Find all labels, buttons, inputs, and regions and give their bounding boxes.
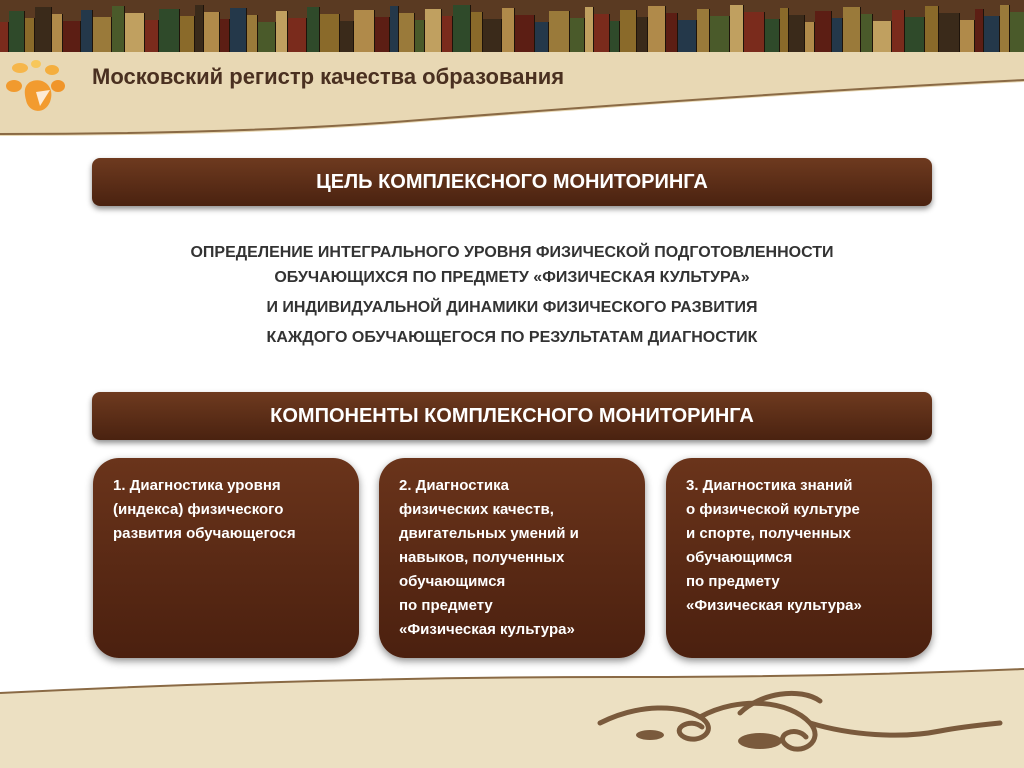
book-spine — [1010, 12, 1024, 52]
book-spine — [320, 14, 340, 52]
card-line: о физической культуре — [686, 501, 860, 518]
book-spine — [180, 16, 195, 52]
book-spine — [620, 10, 637, 52]
paw-logo-icon — [6, 56, 76, 122]
card-line: развития обучающегося — [113, 525, 296, 542]
component-card-3 — [666, 458, 932, 658]
book-spine — [354, 10, 375, 52]
book-spine — [453, 5, 471, 52]
book-spine — [939, 13, 960, 52]
book-spine — [502, 8, 515, 52]
book-spine — [585, 7, 594, 52]
card-line: «Физическая культура» — [399, 621, 575, 638]
book-spine — [873, 21, 892, 52]
book-spine — [390, 6, 399, 52]
goal-line: КАЖДОГО ОБУЧАЮЩЕГОСЯ ПО РЕЗУЛЬТАТАМ ДИАГНОСТИК — [266, 329, 758, 346]
book-spine — [230, 8, 247, 52]
book-spine — [515, 15, 535, 52]
book-spine — [1000, 5, 1010, 52]
book-spine — [925, 6, 939, 52]
book-spine — [730, 5, 744, 52]
card-line: по предмету — [686, 573, 780, 590]
goal-description — [100, 240, 924, 350]
card-line: и спорте, полученных — [686, 525, 851, 542]
book-spine — [288, 18, 307, 52]
book-spine — [780, 8, 789, 52]
goal-line: ОБУЧАЮЩИХСЯ ПО ПРЕДМЕТУ «ФИЗИЧЕСКАЯ КУЛЬТУРА» — [274, 269, 750, 286]
book-spine — [375, 17, 390, 52]
bookshelf-banner — [0, 0, 1024, 52]
book-spine — [9, 11, 25, 52]
card-line: 3. Диагностика знаний — [686, 477, 853, 494]
goal-heading-bar: ЦЕЛЬ КОМПЛЕКСНОГО МОНИТОРИНГА — [92, 158, 932, 206]
goal-line: ОПРЕДЕЛЕНИЕ ИНТЕГРАЛЬНОГО УРОВНЯ ФИЗИЧЕСКОЙ ПОДГОТОВЛЕННОСТИ — [190, 244, 834, 261]
book-spine — [710, 16, 730, 52]
book-spine — [765, 19, 780, 52]
book-spine — [697, 9, 710, 52]
card-line: двигательных умений и — [399, 525, 579, 542]
book-spine — [112, 6, 125, 52]
book-spine — [204, 12, 220, 52]
card-line: «Физическая культура» — [686, 597, 862, 614]
book-spine — [81, 10, 93, 52]
book-spine — [678, 20, 697, 52]
book-spine — [892, 10, 905, 52]
book-spine — [425, 9, 442, 52]
card-line: (индекса) физического — [113, 501, 284, 518]
book-spine — [594, 14, 610, 52]
card-line: физических качеств, — [399, 501, 554, 518]
book-spine — [637, 17, 648, 52]
book-spine — [340, 21, 354, 52]
book-spine — [483, 19, 502, 52]
book-spine — [159, 9, 180, 52]
book-spine — [549, 11, 570, 52]
book-spine — [535, 22, 549, 52]
book-spine — [399, 13, 415, 52]
book-spine — [805, 22, 815, 52]
book-spine — [610, 21, 620, 52]
book-spine — [815, 11, 832, 52]
book-spine — [307, 7, 320, 52]
book-spine — [984, 16, 1000, 52]
book-spine — [258, 22, 276, 52]
card-line: 1. Диагностика уровня — [113, 477, 281, 494]
book-spine — [220, 19, 230, 52]
book-spine — [843, 7, 861, 52]
book-spine — [442, 16, 453, 52]
book-spine — [93, 17, 112, 52]
book-spine — [25, 18, 35, 52]
book-spine — [125, 13, 145, 52]
book-spine — [744, 12, 765, 52]
book-spine — [471, 12, 483, 52]
book-spine — [861, 14, 873, 52]
book-spine — [789, 15, 805, 52]
goal-line: И ИНДИВИДУАЛЬНОЙ ДИНАМИКИ ФИЗИЧЕСКОГО РАЗВИТИЯ — [266, 299, 758, 316]
book-spine — [276, 11, 288, 52]
card-line: по предмету — [399, 597, 493, 614]
book-spine — [0, 22, 9, 52]
book-spine — [570, 18, 585, 52]
footer-ornament — [0, 665, 1024, 768]
card-line: 2. Диагностика — [399, 477, 509, 494]
component-card-2 — [379, 458, 645, 658]
book-spine — [247, 15, 258, 52]
book-spine — [832, 18, 843, 52]
components-heading-bar: КОМПОНЕНТЫ КОМПЛЕКСНОГО МОНИТОРИНГА — [92, 392, 932, 440]
component-card-1 — [93, 458, 359, 658]
book-spine — [648, 6, 666, 52]
book-spine — [960, 20, 975, 52]
book-spine — [666, 13, 678, 52]
card-line: обучающимся — [686, 549, 793, 566]
book-spine — [415, 20, 425, 52]
book-spine — [975, 9, 984, 52]
book-spine — [35, 7, 52, 52]
book-spine — [905, 17, 925, 52]
book-spine — [63, 21, 81, 52]
book-spine — [195, 5, 204, 52]
book-spine — [145, 20, 159, 52]
site-title: Московский регистр качества образования — [92, 64, 565, 89]
book-spine — [52, 14, 63, 52]
card-line: навыков, полученных — [399, 549, 565, 566]
card-line: обучающимся — [399, 573, 506, 590]
